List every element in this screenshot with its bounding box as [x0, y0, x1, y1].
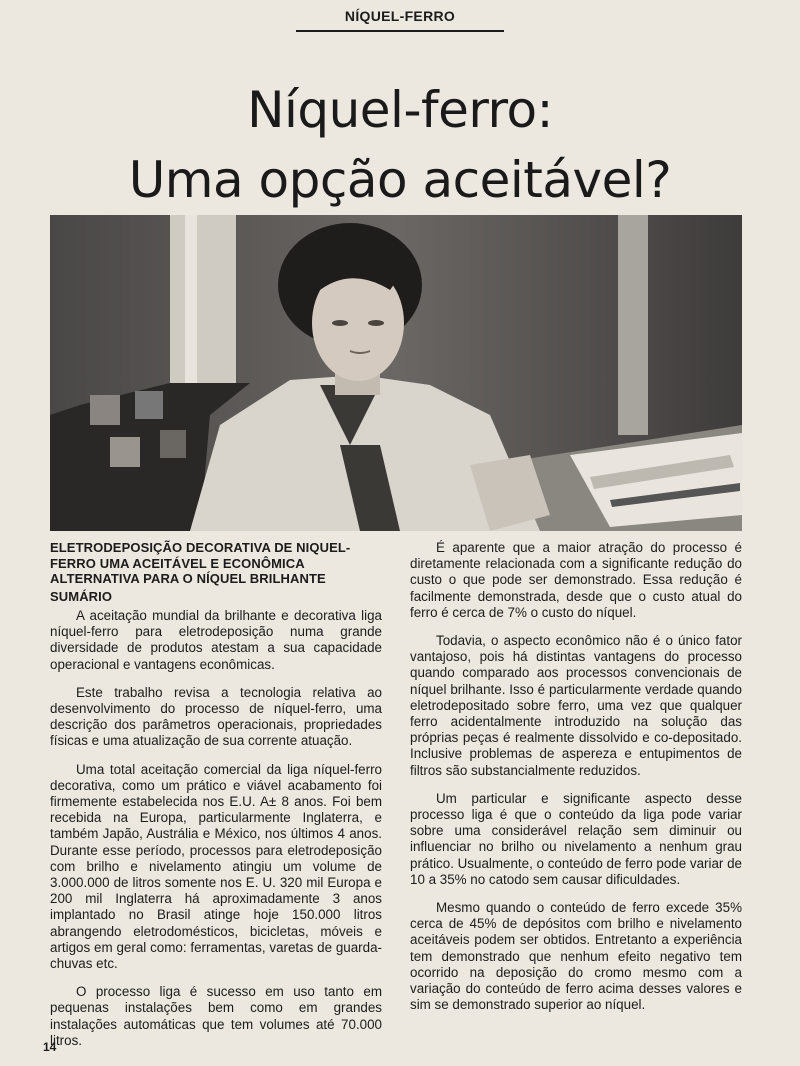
paragraph: Todavia, o aspecto econômico não é o único fator vantajoso, pois há distintas vantagens do processo quando comparado aos processos convencionais de níquel brilhante. Isso é particularmente verdade quando eletrodepositado sobre ferro, uma vez que qualquer ferro acidentalmente introduzido na solução das próprias peças é realmente dissolvido e co-depositado. Inclusive problemas de aspereza e entupimentos de filtros são substancialmente reduzidos.	[410, 633, 742, 778]
article-title-line-2: Uma opção aceitável?	[128, 151, 672, 209]
article-title-line-1: Níquel-ferro:	[247, 81, 553, 139]
section-header: NÍQUEL-FERRO	[296, 8, 504, 32]
paragraph: É aparente que a maior atração do processo é diretamente relacionada com a significante redução do custo o que pode ser demonstrado. Essa redução é facilmente demonstrada, desde que o custo atual do ferro é cerca de 7% o custo do níquel.	[410, 540, 742, 620]
paragraph: Mesmo quando o conteúdo de ferro excede 35% cerca de 45% de depósitos com brilho e nivelamento aceitáveis podem ser obtidos. Entretanto a experiência tem demonstrado que nenhum efeito negativo tem ocorrido na deposição do cromo mesmo com a variação do conteúdo de ferro acima desses valores e sim se demonstrado superior ao níquel.	[410, 900, 742, 1013]
page-number: 14	[43, 1040, 57, 1054]
paragraph: Este trabalho revisa a tecnologia relativa ao desenvolvimento do processo de níquel-ferro, uma descrição dos parâmetros operacionais, propriedades físicas e uma atualização de sua corrente atuação.	[50, 684, 382, 749]
paragraph: Uma total aceitação comercial da liga níquel-ferro decorativa, como um prático e viável acabamento foi firmemente estabelecida nos E.U. A± 8 anos. Foi bem recebida na Europa, particularmente Inglaterra, e também Japão, Austrália e México, nos últimos 4 anos. Durante esse período, processos para eletrodeposição com brilho e nivelamento atingiu um volume de 3.000.000 de litros somente nos E. U. 320 mil Europa e 200 mil Inglaterra há aproximadamente 3 anos implantado no Brasil atinge hoje 150.000 litros abrangendo eletrodomésticos, bicicletas, móveis e artigos em geral como: ferramentas, varetas de guarda-chuvas etc.	[50, 761, 382, 972]
article-photo	[50, 215, 742, 531]
right-column	[410, 540, 742, 1025]
paragraph: A aceitação mundial da brilhante e decorativa liga níquel-ferro para eletrodeposição numa grande diversidade de produtos atestam a sua capacidade operacional e vantagens econômicas.	[50, 608, 382, 672]
woman-seated-at-desk-photo	[50, 215, 742, 531]
left-column	[50, 540, 382, 1061]
article-subheading: ELETRODEPOSIÇÃO DECORATIVA DE NIQUEL-FERRO UMA ACEITÁVEL E ECONÔMICA ALTERNATIVA PARA O NÍQUEL BRILHANTE	[50, 540, 351, 586]
summary-heading: SUMÁRIO	[50, 588, 113, 604]
paragraph: Um particular e significante aspecto desse processo liga é que o conteúdo da liga pode variar sobre uma considerável relação sem diminuir ou influenciar no brilho ou nivelamento a nenhum grau prático. Usualmente, o conteúdo de ferro pode variar de 10 a 35% no catodo sem causar dificuldades.	[410, 790, 742, 887]
paragraph: O processo liga é sucesso em uso tanto em pequenas instalações bem como em grandes instalações automáticas que tem volumes até 70.000 litros.	[50, 984, 382, 1048]
